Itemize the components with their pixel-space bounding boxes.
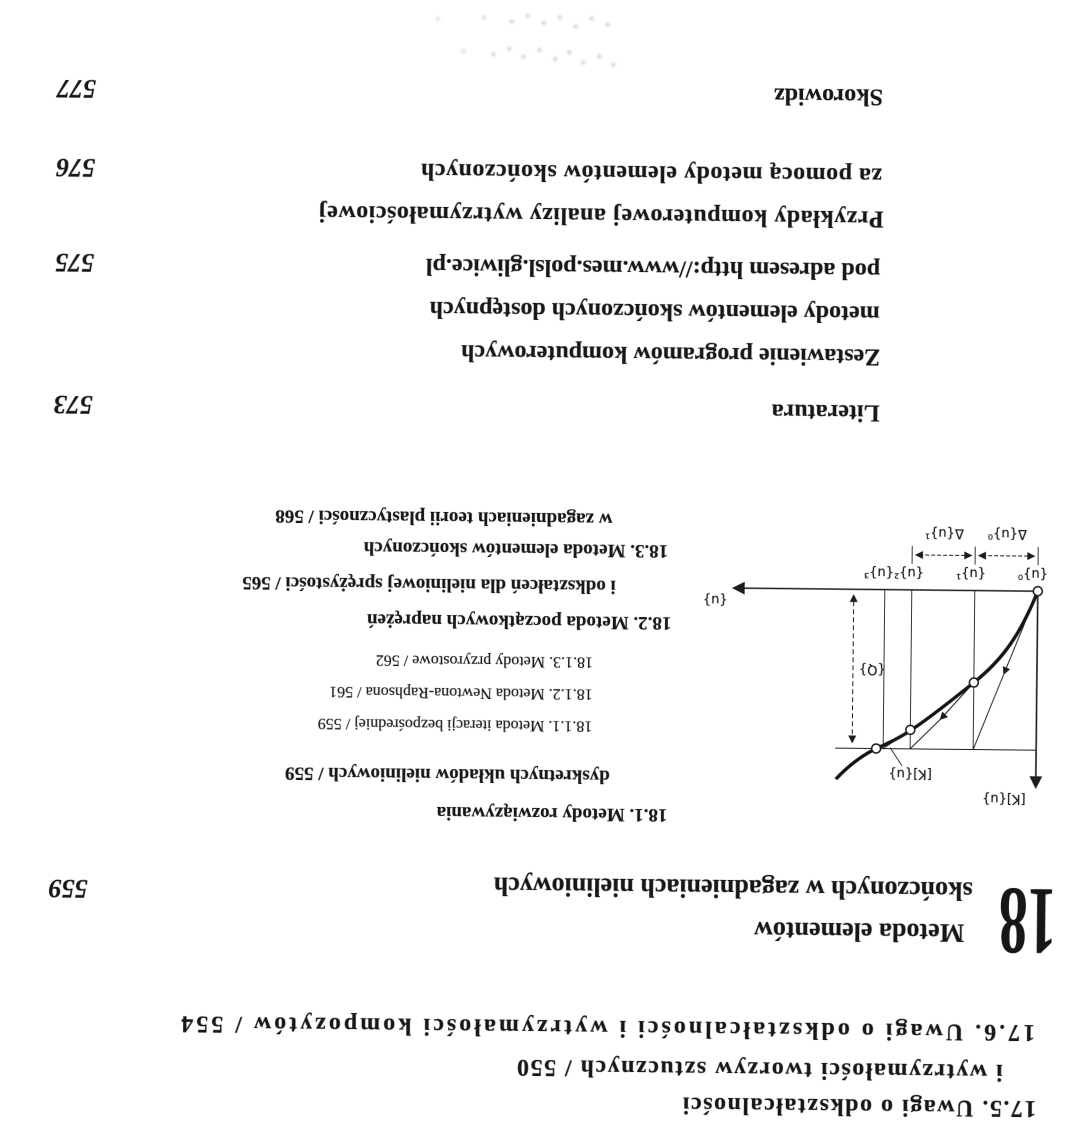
load-level-line <box>835 748 1036 750</box>
du0-dimension-arrow <box>979 556 1034 557</box>
toc-entry-17-5-line2: i wytrzymałości tworzyw sztucznych / 550 <box>515 1053 1003 1085</box>
x-axis <box>734 588 1038 591</box>
u1-label: {u}¹ <box>955 565 987 581</box>
toc-entry-18-1-1: 18.1.1. Metoda iteracji bezpośredniej / 559 <box>317 714 593 735</box>
du0-label: Δ{u}⁰ <box>987 525 1027 542</box>
toc-entry-zestawienie-line3: pod adresem http://www.mes.polsl.gliwice.pl <box>425 252 881 284</box>
u1-line <box>973 591 975 750</box>
toc-entry-18-3-line2: w zagadnieniach teorii plastyczności / 568 <box>275 505 613 530</box>
point-u1 <box>969 678 978 687</box>
point-u2 <box>906 725 915 734</box>
du1-dimension-arrow <box>916 555 971 556</box>
toc-entry-zestawienie-line2: metody elementów skończonych dostępnych <box>429 295 880 327</box>
point-solution <box>872 744 881 753</box>
toc-entry-18-2-line2: i odkształceń dla nieliniowej sprężystości / 565 <box>242 571 616 597</box>
toc-entry-18-3-line1: 18.3. Metoda elementów skończonych <box>363 537 669 562</box>
y-axis <box>1036 591 1038 787</box>
toc-entry-przyklady-line2: za pomocą metody elementów skończonych <box>420 157 883 189</box>
direct-iteration-diagram <box>697 520 1050 824</box>
u3-label: {u}³ <box>863 564 895 580</box>
toc-entry-18-1-3: 18.1.3. Metody przyrostowe / 562 <box>375 651 594 671</box>
chapter-title-line2: skończonych w zagadnieniach nieliniowych <box>493 871 973 906</box>
secant-1 <box>973 591 1038 751</box>
toc-entry-17-6: 17.6. Uwagi o odkształcalności i wytrzymałości kompozytów / 554 <box>178 1010 1036 1046</box>
ink-smudge <box>611 63 615 67</box>
u0-label: {u}⁰ <box>1017 566 1049 582</box>
toc-entry-17-5-line1: 17.5. Uwagi o odkształcalności <box>681 1091 1037 1122</box>
toc-entry-18-1-line1: 18.1. Metody rozwiązywania <box>436 801 668 826</box>
chapter-number: 18 <box>998 867 1057 976</box>
q-dimension-arrow <box>852 595 854 742</box>
page-number-576: 576 <box>56 152 96 183</box>
toc-entry-przyklady-line1: Przykłady komputerowej analizy wytrzymałościowej <box>318 199 884 232</box>
x-axis-label: {u} <box>702 591 728 607</box>
toc-entry-skorowidz: Skorowidz <box>773 82 884 110</box>
point-u0 <box>1033 587 1042 596</box>
page-number-559: 559 <box>48 873 88 904</box>
du1-label: Δ{u}¹ <box>924 525 964 541</box>
toc-entry-18-1-2: 18.1.2. Metoda Newtona-Raphsona / 561 <box>329 682 593 703</box>
u2-label: {u}² <box>893 564 925 581</box>
page-number-577: 577 <box>56 73 97 104</box>
chapter-title-line1: Metoda elementów <box>753 916 965 948</box>
page-number-573: 573 <box>53 389 93 420</box>
toc-entry-literatura: Literatura <box>771 398 880 426</box>
toc-entry-zestawienie-line1: Zestawienie programów komputerowych <box>461 339 881 370</box>
curve-label-leader <box>890 748 902 766</box>
page-number-575: 575 <box>55 247 95 278</box>
toc-entry-18-1-line2: dyskretnych układów nieliniowych / 559 <box>284 762 610 787</box>
toc-entry-18-2-line1: 18.2. Metoda początkowych naprężeń <box>366 609 672 634</box>
stiffness-curve <box>836 589 1038 781</box>
q-label: {Q} <box>858 661 886 677</box>
curve-label: [K]{u} <box>888 765 932 782</box>
y-axis-label: [K]{u} <box>982 790 1026 807</box>
